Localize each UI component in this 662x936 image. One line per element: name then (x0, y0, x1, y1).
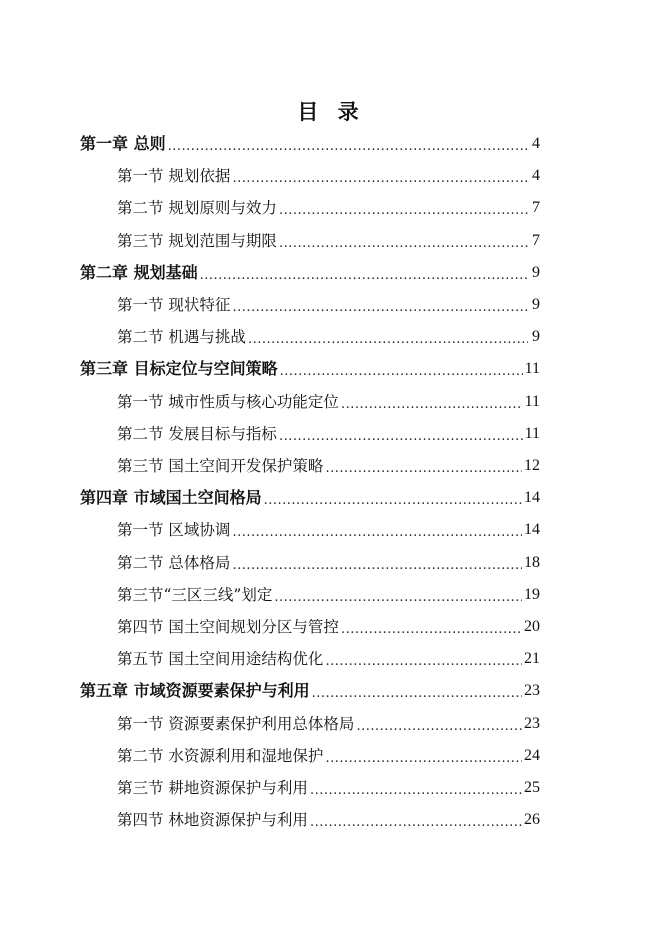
toc-entry-label: 第四节 国土空间规划分区与管控 (117, 618, 339, 636)
toc-entry-label: 第二节 机遇与挑战 (117, 328, 246, 347)
toc-chapter-entry[interactable] (80, 257, 540, 289)
toc-entry-label: 第一节 资源要素保护利用总体格局 (117, 714, 355, 733)
toc-dot-leader (274, 589, 522, 611)
toc-page-number: 23 (524, 714, 540, 732)
toc-chapter-entry[interactable] (80, 675, 540, 707)
toc-section-entry[interactable] (117, 225, 540, 257)
toc-page-number: 18 (524, 553, 540, 571)
toc-section-entry[interactable] (117, 611, 540, 643)
toc-dot-leader (279, 428, 523, 450)
toc-entry-label: 第一章 总则 (80, 134, 166, 153)
toc-page-number: 25 (524, 779, 540, 796)
toc-section-entry[interactable] (117, 643, 540, 675)
toc-entry-label: 第三节“三区三线”划定 (117, 585, 273, 604)
toc-section-entry[interactable] (117, 772, 540, 804)
toc-section-entry[interactable] (117, 579, 540, 611)
toc-entry-label: 第二节 总体格局 (117, 553, 231, 572)
toc-dot-leader (325, 653, 522, 675)
toc-section-entry[interactable] (117, 804, 540, 836)
toc-dot-leader (232, 524, 522, 546)
toc-section-entry[interactable] (117, 192, 540, 224)
toc-entry-label: 第三节 耕地资源保护与利用 (117, 779, 308, 797)
toc-section-entry[interactable] (117, 160, 540, 192)
toc-page-number: 7 (532, 199, 540, 217)
toc-page-number: 9 (532, 328, 540, 346)
toc-entry-label: 第四章 市域国土空间格局 (80, 488, 262, 508)
toc-dot-leader (341, 396, 523, 418)
toc-chapter-entry[interactable] (80, 353, 540, 385)
toc-page-number: 9 (532, 263, 540, 281)
toc-dot-leader (341, 621, 522, 643)
toc-section-entry[interactable] (117, 289, 540, 321)
toc-dot-leader (310, 814, 522, 836)
toc-title: 目 录 (297, 100, 365, 124)
toc-entry-label: 第一节 规划依据 (117, 167, 231, 186)
toc-page-number: 20 (524, 618, 540, 635)
toc-dot-leader (279, 202, 528, 224)
toc-entry-label: 第三章 目标定位与空间策略 (80, 359, 278, 379)
toc-page-number: 12 (524, 457, 540, 474)
toc-chapter-entry[interactable] (80, 482, 540, 514)
toc-section-entry[interactable] (117, 547, 540, 579)
toc-dot-leader (312, 685, 522, 707)
toc-entry-label: 第一节 区域协调 (117, 521, 231, 540)
toc-page-number: 7 (532, 231, 540, 249)
toc-entry-label: 第二节 水资源利用和湿地保护 (117, 746, 324, 765)
toc-entry-label: 第一节 城市性质与核心功能定位 (117, 392, 339, 411)
toc-section-entry[interactable] (117, 418, 540, 450)
toc-page-number: 14 (524, 521, 540, 539)
toc-page-number: 4 (532, 167, 540, 185)
toc-entry-label: 第三节 规划范围与期限 (117, 231, 277, 250)
toc-dot-leader (280, 363, 523, 385)
toc-page-number: 4 (532, 135, 540, 152)
toc-entry-label: 第四节 林地资源保护与利用 (117, 811, 308, 830)
toc-entry-label: 第五节 国土空间用途结构优化 (117, 650, 324, 669)
toc-page-number: 11 (524, 392, 540, 410)
toc-dot-leader (232, 299, 528, 321)
toc-page-number: 19 (524, 585, 540, 603)
toc-section-entry[interactable] (117, 450, 540, 482)
toc-section-entry[interactable] (117, 514, 540, 546)
toc-dot-leader (310, 782, 522, 804)
toc-dot-leader (356, 718, 522, 740)
toc-page-number: 24 (524, 746, 540, 764)
toc-entry-label: 第五章 市域资源要素保护与利用 (80, 681, 310, 701)
toc-dot-leader (200, 267, 528, 289)
toc-entry-label: 第一节 现状特征 (117, 296, 231, 314)
toc-dot-leader (232, 170, 528, 192)
toc-dot-leader (264, 492, 522, 514)
toc-dot-leader (279, 235, 528, 257)
toc-page-number: 14 (524, 489, 540, 507)
toc-page-number: 26 (524, 811, 540, 829)
toc-section-entry[interactable] (117, 321, 540, 353)
toc-chapter-entry[interactable] (80, 128, 540, 160)
toc-entry-label: 第二节 规划原则与效力 (117, 199, 277, 218)
toc-section-entry[interactable] (117, 386, 540, 418)
toc-entry-label: 第三节 国土空间开发保护策略 (117, 457, 324, 475)
toc-page-number: 9 (532, 296, 540, 313)
toc-dot-leader (248, 331, 528, 353)
toc-section-entry[interactable] (117, 740, 540, 772)
toc-dot-leader (232, 557, 522, 579)
toc-dot-leader (325, 750, 522, 772)
toc-dot-leader (168, 138, 528, 160)
toc-page-number: 23 (524, 682, 540, 700)
toc-entry-label: 第二章 规划基础 (80, 262, 198, 282)
toc-page-number: 21 (524, 650, 540, 668)
toc-entry-label: 第二节 发展目标与指标 (117, 424, 277, 443)
toc-dot-leader (325, 460, 522, 482)
toc-section-entry[interactable] (117, 708, 540, 740)
toc-page-number: 11 (524, 360, 540, 378)
toc-page-number: 11 (524, 424, 540, 442)
